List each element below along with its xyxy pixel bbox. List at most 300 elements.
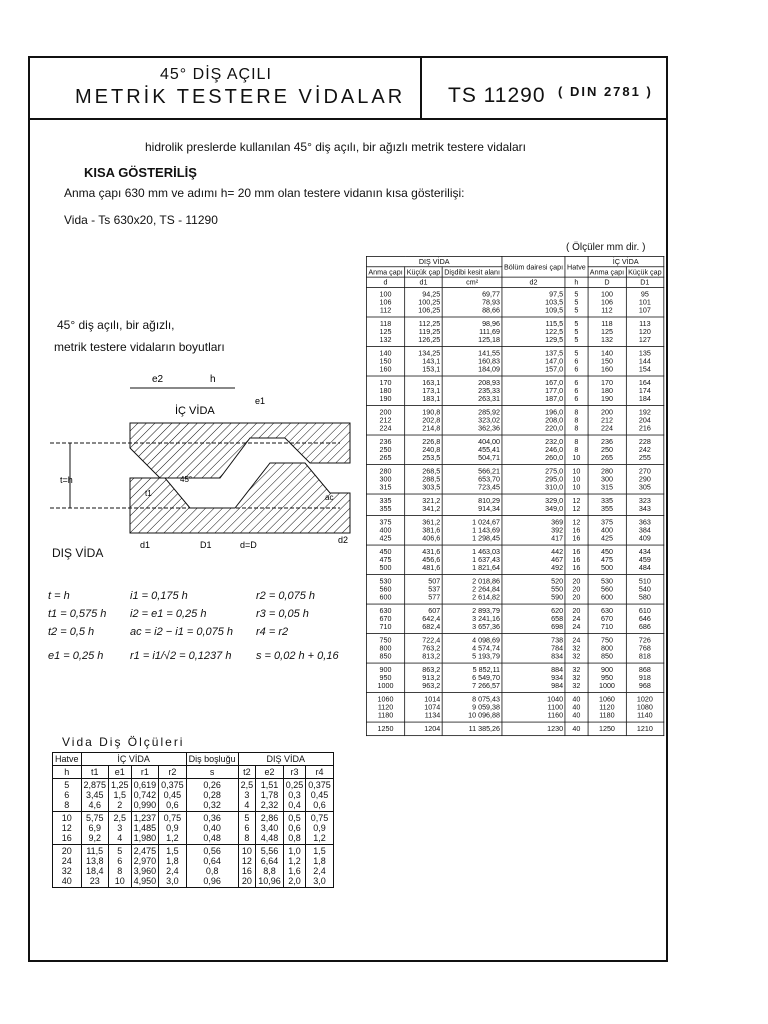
cell-value: 2,4	[313, 866, 326, 876]
table-cell	[626, 722, 664, 736]
cell-value: 235,33	[478, 386, 501, 395]
table-cell	[626, 287, 664, 317]
cell-value: 1 298,45	[472, 534, 501, 543]
table-cell	[565, 516, 588, 546]
cell-value: 1060	[377, 695, 394, 704]
table-cell	[442, 494, 502, 516]
cell-value: 10	[572, 483, 581, 492]
cell-value: 204	[638, 416, 651, 425]
cell-value: 600	[379, 593, 392, 602]
cell-value: 20	[241, 876, 252, 886]
cell-value: 784	[551, 644, 564, 653]
cell-value: 8	[64, 800, 70, 810]
cell-value: 1,6	[288, 866, 301, 876]
formula: t2 = 0,5 h	[48, 626, 95, 638]
cell-value: 620	[551, 606, 564, 615]
cell-value: 810,29	[478, 496, 501, 505]
cell-value: 113	[639, 319, 651, 328]
cell-value: 170	[379, 378, 392, 387]
cell-value: 192	[638, 408, 651, 417]
dD-label: d=D	[240, 540, 257, 550]
cell-value: 0,6	[313, 800, 326, 810]
col-symbol: t2	[238, 766, 256, 779]
cell-value: 24	[61, 856, 72, 866]
cell-value: 507	[428, 577, 441, 586]
ic-vida-heading: İÇ VİDA	[588, 256, 664, 266]
dis-vida-heading: DIŞ VİDA	[366, 256, 502, 266]
cell-value: 295,0	[545, 475, 564, 484]
cell-value: 504,71	[478, 453, 501, 462]
cell-value: 456,6	[422, 555, 441, 564]
formula-block	[48, 590, 368, 670]
cell-value: 242	[638, 445, 651, 454]
cell-value: 968	[638, 681, 651, 690]
cell-value: 232,0	[545, 437, 564, 446]
cell-value: 120	[638, 327, 651, 336]
table-cell	[186, 812, 238, 845]
table-cell	[81, 845, 109, 888]
table-cell	[283, 779, 306, 812]
cell-value: 101	[638, 298, 651, 307]
cell-value: 610	[638, 606, 651, 615]
cell-value: 5 852,11	[472, 665, 501, 674]
table-cell	[502, 287, 565, 317]
cell-value: 800	[600, 644, 613, 653]
cell-value: 763,2	[422, 644, 441, 653]
cell-value: 5	[244, 813, 250, 823]
table-cell	[626, 575, 664, 605]
table-cell	[366, 604, 404, 634]
cell-value: 0,375	[161, 780, 184, 790]
cell-value: 1120	[599, 703, 615, 712]
cell-value: 0,742	[133, 790, 157, 800]
table-cell	[186, 845, 238, 888]
table-cell	[502, 494, 565, 516]
cell-value: 303,5	[422, 483, 441, 492]
cell-value: 1,8	[313, 856, 326, 866]
cell-value: 153,1	[422, 365, 441, 374]
cell-value: 1,8	[166, 856, 179, 866]
cell-value: 11,5	[86, 846, 104, 856]
cell-value: 112,25	[418, 319, 441, 328]
cell-value: 12	[572, 496, 581, 505]
cell-value: 8,8	[263, 866, 276, 876]
cell-value: 481,6	[422, 563, 441, 572]
cell-value: 0,26	[203, 780, 221, 790]
cell-value: 32	[572, 665, 581, 674]
cell-value: 10	[241, 846, 252, 856]
table-cell	[256, 812, 284, 845]
formula: s = 0,02 h + 0,16	[256, 650, 339, 662]
cell-value: 265	[600, 453, 613, 462]
cell-value: 537	[428, 585, 441, 594]
cell-value: 10 096,88	[468, 711, 501, 720]
cell-value: 190,8	[422, 408, 441, 417]
cell-value: 144	[638, 357, 651, 366]
table-cell	[626, 317, 664, 347]
table-cell	[405, 604, 443, 634]
cell-value: 1180	[599, 711, 615, 720]
cell-value: 900	[600, 665, 613, 674]
table-cell	[405, 465, 443, 495]
table-cell	[131, 812, 159, 845]
cell-value: 686	[638, 622, 651, 631]
table-cell	[442, 575, 502, 605]
units-note: ( Ölçüler mm dir. )	[566, 242, 646, 253]
table-cell	[306, 812, 334, 845]
table-cell	[442, 516, 502, 546]
table-cell	[405, 663, 443, 693]
table-cell	[366, 406, 404, 436]
cell-value: 106	[379, 298, 392, 307]
table-cell	[306, 779, 334, 812]
cell-value: 1140	[637, 711, 653, 720]
cell-value: 236	[600, 437, 613, 446]
cell-value: 100	[600, 290, 613, 299]
table-cell	[502, 575, 565, 605]
table-cell	[565, 435, 588, 465]
cell-value: 653,70	[478, 475, 501, 484]
cell-value: 5	[64, 780, 70, 790]
cell-value: 95	[640, 290, 649, 299]
table-cell	[366, 722, 404, 736]
table-cell	[442, 722, 502, 736]
cell-value: 253,5	[422, 453, 441, 462]
cell-value: 425	[600, 534, 613, 543]
cell-value: 450	[379, 547, 392, 556]
cell-value: 863,2	[422, 665, 441, 674]
table-cell	[565, 604, 588, 634]
table-cell	[502, 435, 565, 465]
cell-value: 1020	[636, 695, 653, 704]
table-cell	[366, 465, 404, 495]
cell-value: 484	[638, 563, 651, 572]
table-cell	[366, 317, 404, 347]
cell-value: 409	[638, 534, 651, 543]
cell-value: 122,5	[545, 327, 564, 336]
D1-label: D1	[200, 540, 212, 550]
table-cell	[186, 779, 238, 812]
cell-value: 263,31	[478, 394, 501, 403]
table-cell	[366, 347, 404, 377]
cell-value: 0,9	[313, 823, 326, 833]
cell-value: 431,6	[422, 547, 441, 556]
cell-value: 20	[572, 606, 581, 615]
cell-value: 434	[638, 547, 651, 556]
cell-value: 167,0	[545, 378, 564, 387]
thread-dimensions-table	[52, 752, 334, 888]
cell-value: 119,25	[418, 327, 441, 336]
cell-value: 310,0	[545, 483, 564, 492]
cell-value: 1,2	[166, 833, 179, 843]
cell-value: 442	[551, 547, 564, 556]
cell-value: 163,1	[422, 378, 441, 387]
table-cell	[405, 693, 443, 723]
cell-value: 1230	[547, 724, 564, 733]
cell-value: 455,41	[478, 445, 501, 454]
col-head: Küçük çap	[406, 267, 441, 276]
cell-value: 132	[600, 335, 613, 344]
col-symbol: r1	[131, 766, 159, 779]
table-cell	[442, 465, 502, 495]
cell-value: 0,6	[288, 823, 301, 833]
table-cell	[502, 663, 565, 693]
cell-value: 0,4	[288, 800, 301, 810]
cell-value: 0,9	[166, 823, 179, 833]
cell-value: 10	[572, 453, 581, 462]
cell-value: 20	[61, 846, 72, 856]
cell-value: 177,0	[545, 386, 564, 395]
cell-value: 404,00	[478, 437, 501, 446]
cell-value: 459	[638, 555, 651, 564]
table-cell	[442, 604, 502, 634]
table-cell	[405, 516, 443, 546]
table-cell	[442, 317, 502, 347]
cell-value: 285,92	[478, 408, 501, 417]
bosluk-heading: Diş boşluğu	[186, 753, 238, 766]
cell-value: 850	[379, 652, 392, 661]
dimensions-table	[366, 256, 664, 736]
table-cell	[442, 406, 502, 436]
table-cell	[588, 435, 626, 465]
table-cell	[366, 634, 404, 664]
cell-value: 4 098,69	[472, 636, 501, 645]
table-cell	[283, 812, 306, 845]
table-cell	[502, 317, 565, 347]
table-cell	[565, 663, 588, 693]
cell-value: 590	[551, 593, 564, 602]
cell-value: 1,25	[111, 780, 129, 790]
cell-value: 0,8	[288, 833, 301, 843]
cell-value: 2 264,84	[472, 585, 501, 594]
col-symbol: D	[588, 277, 626, 287]
cell-value: 5,56	[260, 846, 279, 856]
table-cell	[405, 287, 443, 317]
cell-value: 125,18	[478, 335, 501, 344]
cell-value: 1 463,03	[472, 547, 501, 556]
formula: t1 = 0,575 h	[48, 608, 107, 620]
table-cell	[405, 545, 443, 575]
table-cell	[159, 845, 187, 888]
cell-value: 112	[601, 306, 613, 315]
table-cell	[565, 634, 588, 664]
cell-value: 24	[572, 636, 581, 645]
cell-value: 10	[572, 467, 581, 476]
cell-value: 180	[600, 386, 613, 395]
col-head: Anma çapı	[368, 267, 403, 276]
cell-value: 147,0	[545, 357, 564, 366]
cell-value: 154	[638, 365, 651, 374]
cell-value: 100	[379, 290, 392, 299]
cell-value: 361,2	[422, 518, 441, 527]
cell-value: 4 574,74	[472, 644, 501, 653]
dis-vida-heading: DIŞ VİDA	[238, 753, 333, 766]
cell-value: 5	[574, 335, 579, 344]
cell-value: 107	[638, 306, 651, 315]
table-cell	[588, 722, 626, 736]
col-symbol: d	[366, 277, 404, 287]
cell-value: 13,8	[86, 856, 104, 866]
cell-value: 1074	[424, 703, 441, 712]
cell-value: 9 059,38	[472, 703, 501, 712]
cell-value: 1160	[547, 711, 564, 720]
diagram-caption2: metrik testere vidaların boyutları	[54, 340, 225, 354]
table-cell	[565, 406, 588, 436]
table-cell	[366, 693, 404, 723]
cell-value: 2,970	[133, 856, 157, 866]
cell-value: 216	[638, 424, 651, 433]
cell-value: 1000	[598, 681, 615, 690]
formula: r1 = i1/√2 = 0,1237 h	[130, 650, 232, 662]
cell-value: 106	[600, 298, 613, 307]
cell-value: 1014	[424, 695, 441, 704]
table-cell	[442, 376, 502, 406]
cell-value: 4,950	[133, 876, 157, 886]
cell-value: 1,5	[166, 846, 179, 856]
table-cell	[626, 663, 664, 693]
table-cell	[442, 663, 502, 693]
cell-value: 16	[572, 547, 581, 556]
formula: i1 = 0,175 h	[130, 590, 188, 602]
cell-value: 16	[61, 833, 72, 843]
cell-value: 750	[379, 636, 392, 645]
formula: r3 = 0,05 h	[256, 608, 309, 620]
table-cell	[502, 545, 565, 575]
cell-value: 226,8	[422, 437, 441, 446]
col-symbol: r2	[159, 766, 187, 779]
cell-value: 818	[638, 652, 651, 661]
table-cell	[565, 575, 588, 605]
cell-value: 20	[572, 577, 581, 586]
cell-value: 6	[244, 823, 250, 833]
cell-value: 2,4	[166, 866, 179, 876]
cell-value: 710	[600, 622, 613, 631]
cell-value: 1,2	[288, 856, 301, 866]
cell-value: 6	[574, 357, 579, 366]
cell-value: 4,6	[88, 800, 102, 810]
cell-value: 1,485	[133, 823, 157, 833]
cell-value: 682,4	[422, 622, 441, 631]
cell-value: 1134	[424, 711, 441, 720]
table-cell	[442, 693, 502, 723]
table-cell	[109, 779, 132, 812]
cell-value: 255	[638, 453, 651, 462]
table-cell	[626, 406, 664, 436]
cell-value: 914,34	[478, 504, 501, 513]
cell-value: 224	[379, 424, 392, 433]
table-cell	[405, 494, 443, 516]
cell-value: 315	[379, 483, 392, 492]
cell-value: 315	[600, 483, 613, 492]
table-cell	[238, 779, 256, 812]
cell-value: 475	[600, 555, 613, 564]
table-cell	[626, 347, 664, 377]
d2-label: d2	[338, 535, 349, 545]
short-heading: KISA GÖSTERİLİŞ	[84, 165, 197, 180]
cell-value: 0,5	[288, 813, 301, 823]
cell-value: 1,51	[260, 780, 279, 790]
cell-value: 1,78	[260, 790, 279, 800]
cell-value: 103,5	[545, 298, 564, 307]
cell-value: 321,2	[422, 496, 441, 505]
cell-value: 492	[551, 563, 564, 572]
table-cell	[565, 494, 588, 516]
cell-value: 1,2	[313, 833, 326, 843]
cell-value: 236	[379, 437, 392, 446]
cell-value: 710	[379, 622, 392, 631]
formula: i2 = e1 = 0,25 h	[130, 608, 207, 620]
cell-value: 5	[574, 349, 579, 358]
cell-value: 32	[572, 681, 581, 690]
cell-value: 670	[379, 614, 392, 623]
cell-value: 934	[551, 673, 564, 682]
table-cell	[502, 406, 565, 436]
cell-value: 1210	[636, 724, 653, 733]
col-head: Dişdibi kesit alanı	[444, 267, 501, 276]
cell-value: 160,83	[478, 357, 501, 366]
cell-value: 280	[379, 467, 392, 476]
cell-value: 335	[600, 496, 613, 505]
cell-value: 10	[572, 475, 581, 484]
table-cell	[626, 376, 664, 406]
cell-value: 212	[600, 416, 613, 425]
cell-value: 98,96	[482, 319, 501, 328]
cell-value: 32	[572, 644, 581, 653]
d1-label: d1	[140, 540, 151, 550]
cell-value: 3	[244, 790, 250, 800]
cell-value: 202,8	[422, 416, 441, 425]
cell-value: 40	[572, 703, 581, 712]
table-cell	[256, 779, 284, 812]
diagram-caption1: 45° diş açılı, bir ağızlı,	[57, 318, 175, 332]
angle-label: 45°	[180, 475, 193, 484]
cell-value: 1 637,43	[472, 555, 501, 564]
table-cell	[626, 634, 664, 664]
table-cell	[502, 604, 565, 634]
cell-value: 384	[638, 526, 651, 535]
table-cell	[588, 287, 626, 317]
cell-value: 150	[379, 357, 392, 366]
cell-value: 220,0	[545, 424, 564, 433]
table-cell	[502, 516, 565, 546]
cell-value: 265	[379, 453, 392, 462]
ac-label: ac	[325, 493, 334, 502]
cell-value: 813,2	[422, 652, 441, 661]
cell-value: 160	[379, 365, 392, 374]
cell-value: 8	[574, 416, 579, 425]
cell-value: 723,45	[478, 483, 501, 492]
cell-value: 349,0	[545, 504, 564, 513]
cell-value: 1 143,69	[472, 526, 501, 535]
cell-value: 8	[117, 866, 123, 876]
table-cell	[502, 347, 565, 377]
cell-value: 270	[638, 467, 651, 476]
cell-value: 726	[638, 636, 651, 645]
cell-value: 164	[638, 378, 651, 387]
col-symbol: cm²	[442, 277, 502, 287]
cell-value: 208,0	[545, 416, 564, 425]
table-cell	[53, 779, 82, 812]
cell-value: 341,2	[422, 504, 441, 513]
cell-value: 500	[379, 563, 392, 572]
cell-value: 24	[572, 614, 581, 623]
cell-value: 224	[600, 424, 613, 433]
cell-value: 5	[574, 319, 579, 328]
cell-value: 2,5	[240, 780, 254, 790]
cell-value: 129,5	[545, 335, 564, 344]
cell-value: 698	[551, 622, 564, 631]
cell-value: 0,56	[203, 846, 221, 856]
